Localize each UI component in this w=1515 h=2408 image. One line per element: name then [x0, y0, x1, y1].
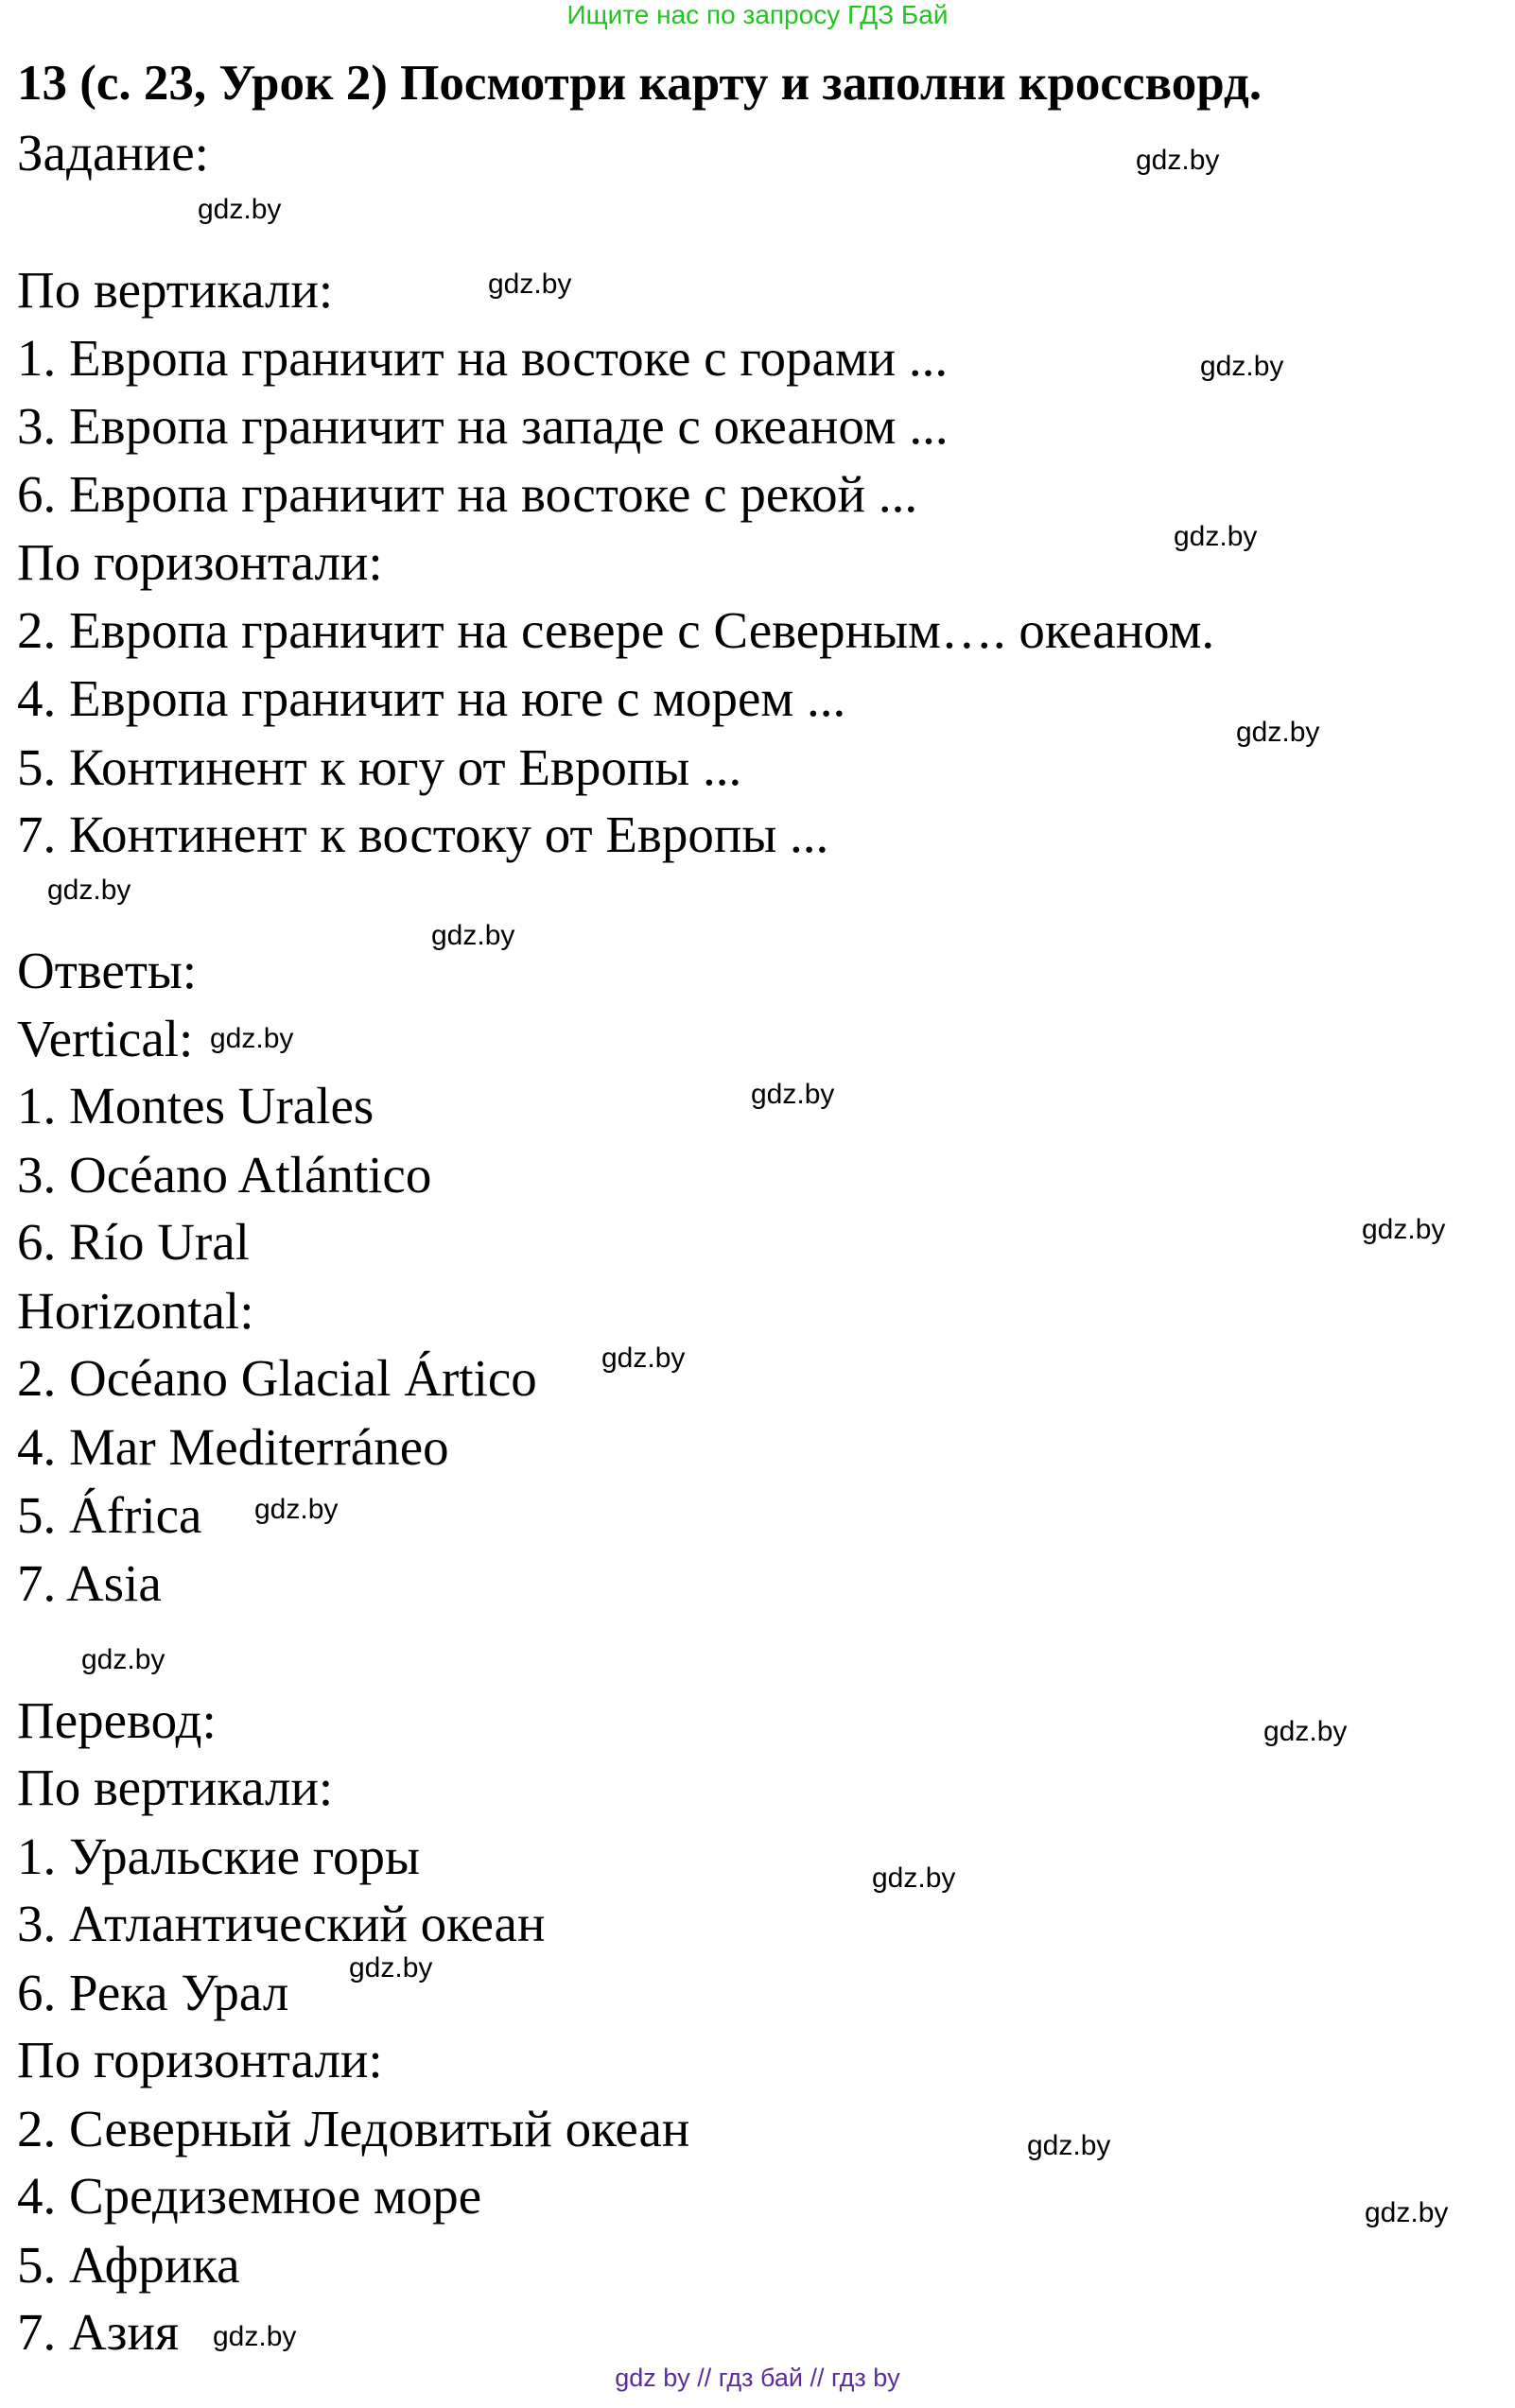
text-line: По горизонтали:: [17, 2031, 383, 2088]
text-line: Ответы:: [17, 942, 198, 999]
text-line: 3. Атлантический океан: [17, 1895, 546, 1952]
text-line: 1. Европа граничит на востоке с горами ...: [17, 329, 949, 387]
text-line: 5. África: [17, 1486, 202, 1544]
text-line: 4. Европа граничит на юге с морем ...: [17, 669, 846, 727]
text-line: 4. Средиземное море: [17, 2167, 482, 2225]
watermark: gdz.by: [254, 1494, 339, 1525]
text-line: 4. Mar Mediterráneo: [17, 1418, 449, 1476]
text-line: 5. Континент к югу от Европы ...: [17, 738, 742, 796]
text-line: 1. Montes Urales: [17, 1077, 374, 1135]
watermark: gdz.by: [751, 1079, 835, 1110]
text-line: 7. Asia: [17, 1554, 162, 1612]
watermark: gdz.by: [872, 1862, 956, 1894]
text-line: 7. Азия: [17, 2303, 180, 2361]
text-line: 5. Африка: [17, 2236, 240, 2294]
page-title: 13 (с. 23, Урок 2) Посмотри карту и заполни кроссворд.: [17, 56, 1262, 111]
watermark: gdz.by: [1365, 2197, 1449, 2228]
text-line: По вертикали:: [17, 261, 334, 319]
watermark: gdz.by: [1263, 1716, 1348, 1747]
watermark: gdz.by: [349, 1952, 433, 1984]
text-line: Horizontal:: [17, 1282, 254, 1340]
text-line: 1. Уральские горы: [17, 1828, 420, 1885]
watermark: gdz.by: [81, 1644, 165, 1675]
watermark: gdz.by: [213, 2321, 297, 2352]
text-line: 6. Río Ural: [17, 1213, 250, 1271]
watermark: gdz.by: [47, 875, 131, 906]
text-line: По вертикали:: [17, 1758, 334, 1816]
text-line: 6. Европа граничит на востоке с рекой ...: [17, 465, 918, 523]
watermark: gdz.by: [1136, 145, 1220, 176]
text-line: 2. Северный Ледовитый океан: [17, 2100, 690, 2157]
text-line: 2. Европа граничит на севере с Северным…. океаном.: [17, 601, 1215, 659]
text-line: 3. Европа граничит на западе с океаном ...: [17, 397, 949, 455]
text-line: 3. Océano Atlántico: [17, 1146, 432, 1204]
watermark: gdz.by: [198, 194, 282, 225]
text-line: Vertical:: [17, 1010, 194, 1067]
watermark: gdz.by: [431, 920, 515, 951]
text-line: 6. Река Урал: [17, 1964, 289, 2021]
text-line: 2. Océano Glacial Ártico: [17, 1349, 537, 1407]
watermark: gdz.by: [1027, 2130, 1111, 2161]
watermark: gdz.by: [488, 269, 572, 300]
watermark: gdz.by: [1236, 717, 1320, 748]
text-line: Перевод:: [17, 1691, 217, 1749]
watermark: gdz.by: [1362, 1214, 1446, 1245]
footer-links: gdz by // гдз бай // гдз by: [615, 2364, 900, 2392]
watermark: gdz.by: [601, 1343, 686, 1374]
search-hint-banner: Ищите нас по запросу ГДЗ Бай: [566, 0, 949, 29]
watermark: gdz.by: [210, 1023, 294, 1054]
text-line: Задание:: [17, 124, 209, 182]
text-line: По горизонтали:: [17, 533, 383, 591]
text-line: 7. Континент к востоку от Европы ...: [17, 806, 829, 863]
watermark: gdz.by: [1174, 521, 1258, 552]
watermark: gdz.by: [1200, 351, 1284, 382]
